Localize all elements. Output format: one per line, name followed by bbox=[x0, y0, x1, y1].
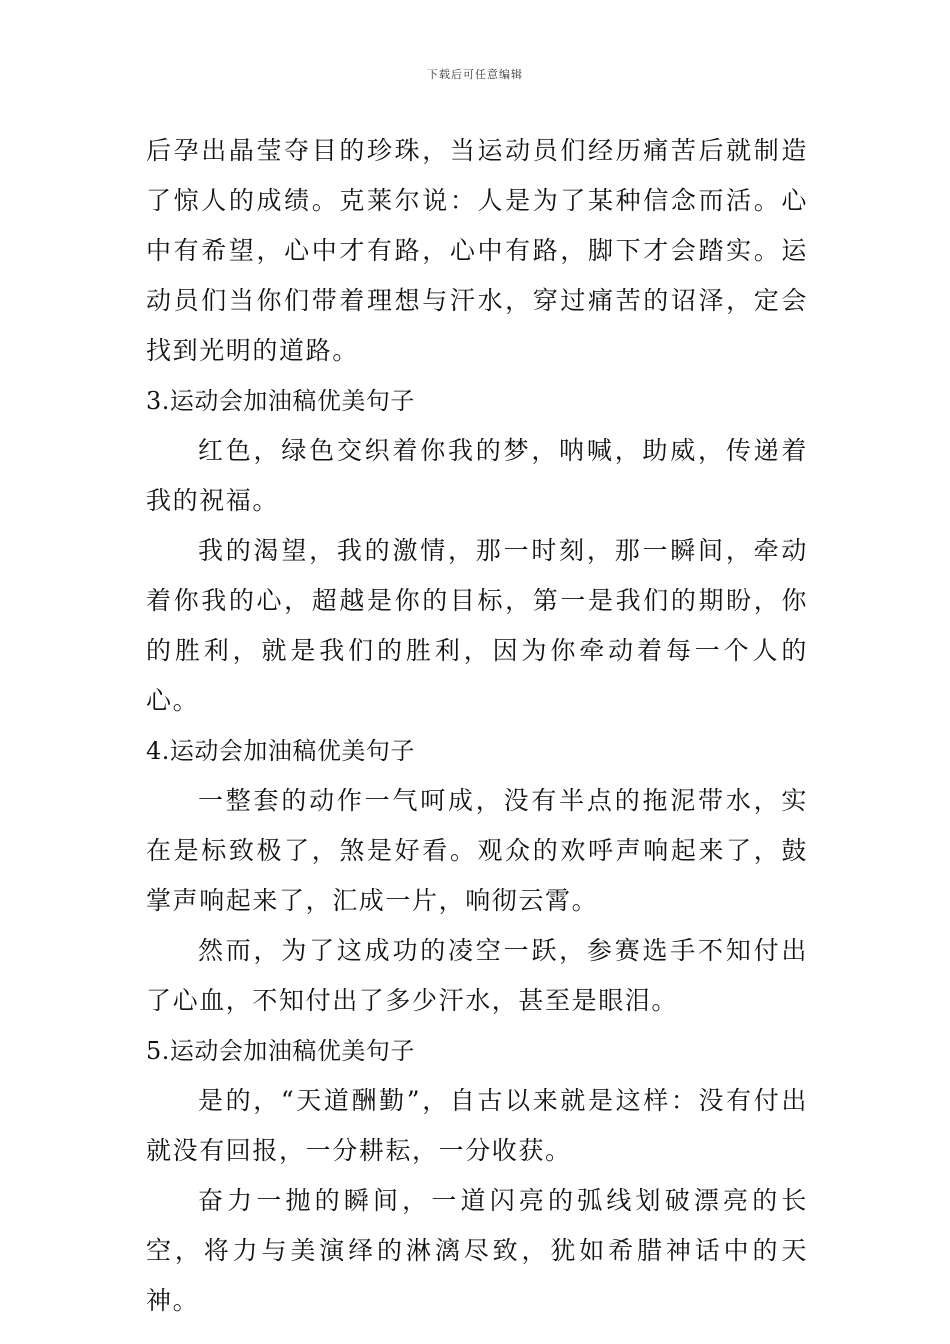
paragraph: 我的渴望，我的激情，那一时刻，那一瞬间，牵动着你我的心，超越是你的目标，第一是我们的期盼，你的胜利，就是我们的胜利，因为你牵动着每一个人的心。 bbox=[146, 536, 808, 715]
paragraph: 然而，为了这成功的凌空一跃，参赛选手不知付出了心血，不知付出了多少汗水，甚至是眼泪。 bbox=[146, 936, 808, 1015]
paragraph: 是的，“天道酬勤”，自古以来就是这样：没有付出就没有回报，一分耕耘，一分收获。 bbox=[146, 1086, 808, 1165]
paragraph: 红色，绿色交织着你我的梦，呐喊，助威，传递着我的祝福。 bbox=[146, 436, 808, 515]
section-heading-3: 3.运动会加油稿优美句子 bbox=[146, 387, 415, 415]
paragraph-continuation: 后孕出晶莹夺目的珍珠，当运动员们经历痛苦后就制造了惊人的成绩。克莱尔说：人是为了某种信念而活。心中有希望，心中才有路，心中有路，脚下才会踏实。运动员们当你们带着理想与汗水，穿过痛苦的诏泽，定会找到光明的道路。 bbox=[146, 136, 808, 365]
paragraph: 奋力一抛的瞬间，一道闪亮的弧线划破漂亮的长空，将力与美演绎的淋漓尽致，犹如希腊神话中的天神。 bbox=[146, 1186, 808, 1315]
document-body bbox=[146, 126, 808, 1326]
page-header: 下载后可任意编辑 bbox=[427, 68, 523, 81]
section-heading-5: 5.运动会加油稿优美句子 bbox=[146, 1037, 415, 1065]
paragraph: 一整套的动作一气呵成，没有半点的拖泥带水，实在是标致极了，煞是好看。观众的欢呼声响起来了，鼓掌声响起来了，汇成一片，响彻云霄。 bbox=[146, 786, 808, 915]
section-heading-4: 4.运动会加油稿优美句子 bbox=[146, 737, 415, 765]
